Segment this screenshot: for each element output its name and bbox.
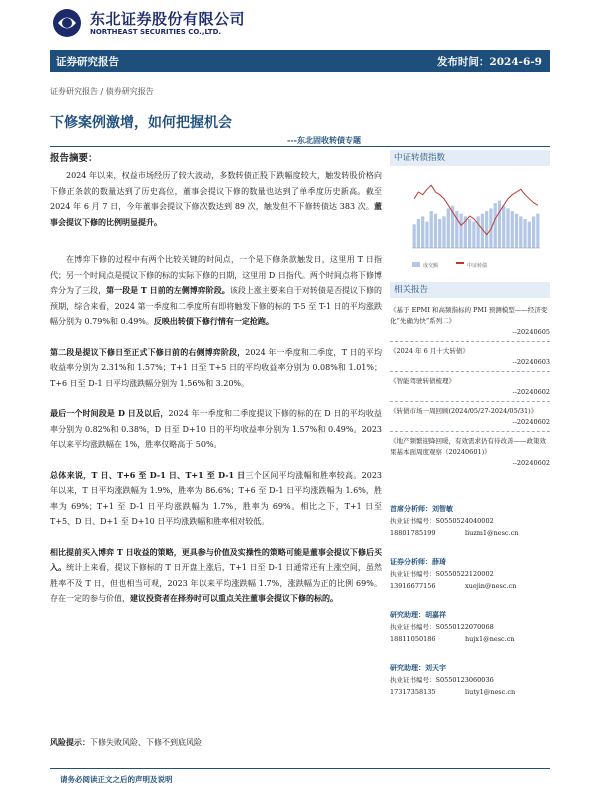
- abstract-paragraph-5: [50, 468, 382, 530]
- p5-text: 三个区间平均涨幅和胜率较高。2023 年以来，T 日平均涨跌幅为 1.9%，胜率为 86.6%；T+6 至 D-1 日平均涨跌幅为 1.6%，胜率为 69%；T+1 至 D-1 日平均涨跌幅为 1.7%，胜率为 69%。相比之下，T+1 日至 T+5、D 日、D+1 至 D+10 日平均涨跌幅和胜率相对较低。: [50, 470, 382, 526]
- related-report-date: --20240603: [512, 358, 550, 366]
- analyst-card: [390, 503, 550, 556]
- related-reports-heading: 相关报告: [390, 282, 550, 298]
- cert-number: S0550122070068: [435, 623, 494, 631]
- related-report-title: 《地产频繁迎降回暖，有效需求仍有待改善——政策效果基本面周度观察（20240601)》: [390, 437, 546, 456]
- volume-bar: [477, 216, 480, 248]
- analyst-cert-row: [390, 568, 550, 580]
- analyst-email[interactable]: liuty1@nesc.cn: [465, 688, 516, 696]
- analyst-contact-row: [390, 580, 550, 592]
- volume-bar: [430, 211, 433, 248]
- p2-emphasis-1: 第一段是 T 日前的左侧博弈阶段。: [106, 285, 230, 295]
- volume-bar: [519, 216, 522, 248]
- volume-bar: [515, 214, 518, 248]
- analyst-card: [390, 556, 550, 609]
- breadcrumb: 证券研究报告 / 债券研究报告: [50, 87, 154, 96]
- p6-text: 统计上来看，提议下修标的 T 日开盘上涨后，T+1 日至 D-1 日通常还有上涨空间，虽然胜率不及 T 日，但也相当可观，2023 年以来平均涨跌幅 1.7%，涨跌幅为正的比例 69%。存在一定的参与价值，: [50, 563, 382, 603]
- analyst-list: [390, 503, 550, 715]
- legend-swatch: [456, 262, 464, 264]
- analyst-contact-row: [390, 686, 550, 698]
- analyst-phone: 18801785199: [390, 529, 436, 537]
- risk-text: 下修失败风险、下修不到底风险: [90, 738, 202, 747]
- p4-emphasis: 最后一个时间段是 D 日及以后，: [50, 408, 169, 418]
- report-category: 证券研究报告: [56, 56, 119, 68]
- volume-bar: [417, 219, 420, 248]
- volume-bar: [502, 206, 505, 248]
- p4-text: 2024 年一季度和二季度提议下修的标的在 D 日的平均收益率分别为 0.82%和 0.38%，D 日至 D+10 日的平均收益率分别为 1.57%和 0.49%。2023 年以来平均涨跌幅在 1%，胜率仅略高于 50%。: [50, 409, 382, 449]
- p3-emphasis: 第二段是提议下修日至正式下修日前的右侧博弈阶段，: [50, 346, 246, 357]
- related-report-date: --20240602: [512, 459, 550, 467]
- abstract-paragraph-1: [50, 168, 382, 230]
- cert-label: 执业证书编号：: [390, 517, 436, 525]
- volume-bar: [528, 222, 531, 248]
- legend-swatch: [412, 262, 420, 267]
- volume-bar: [485, 211, 488, 248]
- volume-bar: [472, 222, 475, 248]
- related-report-title: 《2024 年 6 月十大转债》: [390, 347, 469, 355]
- related-report-date: --20240602: [512, 388, 550, 396]
- chart-heading: 中证转债指数: [390, 150, 550, 166]
- p6-emphasis-2: 建议投资者在择券时可以重点关注董事会提议下修的标的。: [130, 593, 338, 603]
- risk-warning: [50, 737, 202, 748]
- volume-bar: [532, 216, 535, 248]
- cert-number: S0550522120002: [435, 570, 494, 578]
- sidebar: [390, 150, 550, 467]
- footer-disclaimer: 请务必阅读正文之后的声明及说明: [60, 775, 173, 784]
- logo-chinese-name: 东北证券股份有限公司: [90, 10, 246, 28]
- related-report-title: 《转债市场一周回顾(2024/05/27-2024/05/31)》: [390, 407, 538, 415]
- analyst-name: 胡嘉祥: [425, 610, 446, 619]
- abstract-paragraph-3: [50, 345, 382, 392]
- abstract-heading: 报告摘要：: [50, 153, 98, 164]
- volume-bar: [498, 201, 501, 249]
- volume-bar: [425, 222, 428, 248]
- cert-number: S0550123060036: [435, 676, 494, 684]
- analyst-card: [390, 609, 550, 662]
- analyst-role: 研究助理：: [390, 610, 425, 619]
- p1-emphasis: 董事会提议下修的比例明显提升。: [50, 201, 382, 227]
- analyst-heading: [390, 662, 550, 674]
- p1-text: 2024 年以来，权益市场经历了较大波动，多数转债正股下跌幅度较大，触发转股价格向下修正条款的数量达到了历史高位，董事会提议下修的数量也达到了单季度历史新高。截至 2024 年 6 月 7 日，今年董事会提议下修次数达到 89 次，触发但不下修转债达 383 次。: [50, 171, 382, 211]
- report-separator: [390, 341, 550, 342]
- volume-bar: [413, 224, 416, 248]
- abstract-paragraph-6: [50, 545, 382, 607]
- related-reports-list: [390, 305, 550, 472]
- analyst-email[interactable]: xuejin@nesc.cn: [465, 582, 517, 590]
- analyst-role: 研究助理：: [390, 663, 425, 672]
- analyst-heading: [390, 503, 550, 515]
- analyst-cert-row: [390, 674, 550, 686]
- p2-text-2: 该段上涨主要来自于对转债是否提议下修的预期，综合来看，2024 第一季度和二季度所有即将触发下修的标的 T-5 至 T-1 日的平均涨跌幅分别为 0.79%和 0.49%。: [50, 286, 383, 326]
- abstract-paragraph-4: [50, 406, 382, 453]
- logo-english-name: NORTHEAST SECURITIES CO.,LTD.: [90, 28, 222, 36]
- header-banner: [50, 50, 550, 72]
- legend-item: [412, 262, 439, 269]
- related-reports-heading-wrap: [390, 282, 550, 298]
- legend-label: 成交额: [423, 263, 439, 269]
- analyst-heading: [390, 609, 550, 621]
- cert-label: 执业证书编号：: [390, 676, 436, 684]
- volume-bar: [447, 208, 450, 248]
- analyst-heading: [390, 556, 550, 568]
- title-divider: [50, 146, 550, 147]
- p2-emphasis-2: 反映出转债下修行情有一定抢跑。: [153, 316, 274, 326]
- analyst-card: [390, 662, 550, 715]
- footer-divider: [50, 768, 550, 769]
- related-report[interactable]: [390, 436, 550, 469]
- analyst-email[interactable]: liuzm1@nesc.cn: [465, 529, 519, 537]
- related-report[interactable]: [390, 376, 550, 398]
- related-report-date: --20240605: [512, 328, 550, 336]
- analyst-phone: 18811050186: [390, 635, 436, 643]
- analyst-cert-row: [390, 621, 550, 633]
- legend-item: [456, 262, 487, 269]
- p2-text-1: 在博弈下修的过程中有两个比较关键的时间点，一个是下修条款触发日，这里用 T 日指代；另一个时间点是提议下修的标的实际下修的日期，这里用 D 日指代。两个时间点将下修博弈分为了三段，: [50, 255, 382, 295]
- volume-bar: [434, 214, 437, 248]
- volume-bar: [438, 219, 441, 248]
- abstract-paragraph-2: [50, 252, 382, 330]
- volume-bar: [459, 214, 462, 248]
- related-report-title: 《智能驾驶转债梳理》: [390, 377, 455, 385]
- risk-label: 风险提示：: [50, 737, 90, 747]
- legend-label: 中证转债: [467, 263, 488, 269]
- analyst-name: 刘天宇: [425, 663, 446, 672]
- logo-mark-icon: [52, 8, 82, 38]
- analyst-role: 证券分析师：: [390, 557, 432, 566]
- report-separator: [390, 401, 550, 402]
- index-chart: [390, 166, 550, 274]
- cert-label: 执业证书编号：: [390, 623, 436, 631]
- volume-bar: [536, 214, 539, 248]
- related-report-title: 《基于 EPMI 和高频指标的 PMI 预测模型——经济变化“先确为快”系列二》: [390, 306, 548, 325]
- p3-text: 2024 年一季度和二季度，T 日的平均收益率分别为 2.31%和 1.57%；T+1 日至 T+5 日的平均收益率分别为 0.08%和 1.01%；T+6 日至 D-1 日平均涨跌幅分别为 1.56%和 3.20%。: [50, 347, 382, 388]
- abstract-body: [50, 168, 382, 622]
- analyst-role: 首席分析师：: [390, 504, 432, 513]
- related-report[interactable]: [390, 346, 550, 368]
- volume-bar: [506, 208, 509, 248]
- cert-number: S0550524040002: [435, 517, 494, 525]
- report-separator: [390, 371, 550, 372]
- volume-bar: [442, 216, 445, 248]
- cert-label: 执业证书编号：: [390, 570, 436, 578]
- related-report[interactable]: [390, 406, 550, 428]
- report-title: 下修案例激增，如何把握机会: [50, 115, 232, 131]
- p6-emphasis-1: 相比提前买入博弈 T 日收益的策略，更具参与价值及实操性的策略可能是董事会提议下修后买入。: [50, 546, 382, 572]
- p5-emphasis: 总体来说，T 日、T+6 至 D-1 日、T+1 至 D-1 日: [50, 469, 246, 480]
- volume-bar: [511, 211, 514, 248]
- volume-bar: [494, 203, 497, 248]
- index-chart-svg: [390, 166, 550, 274]
- volume-bar: [421, 216, 424, 248]
- related-report[interactable]: [390, 305, 550, 338]
- analyst-contact-row: [390, 633, 550, 645]
- report-separator: [390, 431, 550, 432]
- report-subtitle: ---东北固收转债专题: [287, 135, 361, 145]
- analyst-name: 薛琦: [432, 557, 446, 566]
- analyst-phone: 17317358135: [390, 688, 436, 696]
- analyst-name: 刘智敏: [432, 504, 453, 513]
- analyst-cert-row: [390, 515, 550, 527]
- analyst-email[interactable]: hujx1@nesc.cn: [465, 635, 515, 643]
- publish-date: 发布时间：2024-6-9: [436, 56, 542, 68]
- analyst-contact-row: [390, 527, 550, 539]
- company-logo: [52, 6, 282, 42]
- related-report-date: --20240602: [512, 418, 550, 426]
- volume-bar: [523, 219, 526, 248]
- volume-bar: [468, 219, 471, 248]
- analyst-phone: 13916677156: [390, 582, 436, 590]
